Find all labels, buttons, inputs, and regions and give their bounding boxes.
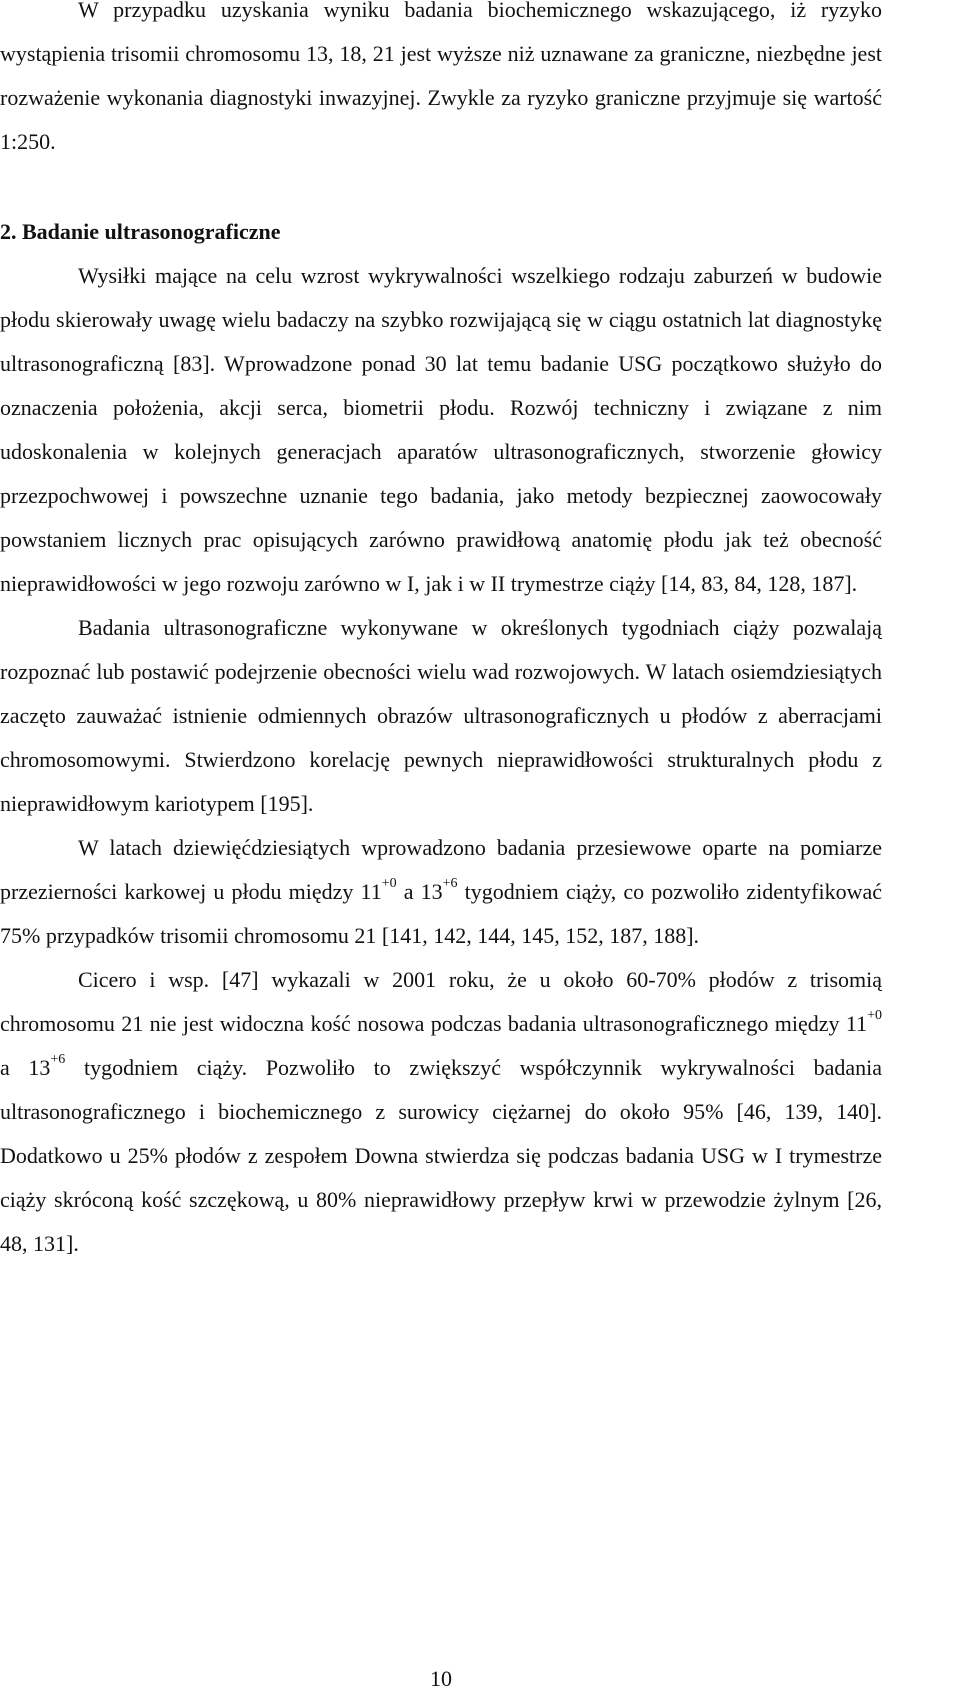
section-block (0, 210, 882, 1266)
paragraph-3-text-c: tygodniem ciąży, co pozwoliło zidentyfikować 75% przypadków trisomii chromosomu 21 [141, 142, 144, 145, 152, 187, 188]. (0, 879, 882, 948)
paragraph-4-text-b: a 13 (0, 1055, 51, 1080)
paragraph-4-text-a: Cicero i wsp. [47] wykazali w 2001 roku, że u około 60-70% płodów z trisomią chromosomu 21 nie jest widoczna kość nosowa podczas badania ultrasonograficznego między 11 (0, 967, 882, 1036)
paragraph-4 (0, 958, 882, 1266)
paragraph-2: Badania ultrasonograficzne wykonywane w określonych tygodniach ciąży pozwalają rozpoznać lub postawić podejrzenie obecności wielu wad rozwojowych. W latach osiemdziesiątych zaczęto zauważać istnienie odmiennych obrazów ultrasonograficznych u płodów z aberracjami chromosomowymi. Stwierdzono korelację pewnych nieprawidłowości strukturalnych płodu z nieprawidłowym kariotypem [195]. (0, 615, 882, 816)
superscript: +0 (867, 1008, 882, 1023)
superscript: +6 (50, 1052, 66, 1067)
paragraph-3 (0, 826, 882, 958)
superscript: +0 (381, 876, 397, 891)
page-number: 10 (430, 1666, 452, 1691)
paragraph-1: Wysiłki mające na celu wzrost wykrywalności wszelkiego rodzaju zaburzeń w budowie płodu skierowały uwagę wielu badaczy na szybko rozwijającą się w ciągu ostatnich lat diagnostykę ultrasonograficzną [83]. Wprowadzone ponad 30 lat temu badanie USG początkowo służyło do oznaczenia położenia, akcji serca, biometrii płodu. Rozwój techniczny i związane z nim udoskonalenia w kolejnych generacjach aparatów ultrasonograficznych, stworzenie głowicy przezpochwowej i powszechne uznanie tego badania, jako metody bezpiecznej zaowocowały powstaniem licznych prac opisujących zarówno prawidłową anatomię płodu jak też obecność nieprawidłowości w jego rozwoju zarówno w I, jak i w II trymestrze ciąży [14, 83, 84, 128, 187]. (0, 263, 882, 596)
intro-block (0, 0, 882, 164)
paragraph-3-text-a: W latach dziewięćdziesiątych wprowadzono badania przesiewowe oparte na pomiarze przezierności karkowej u płodu między 11 (0, 835, 882, 904)
section-heading: 2. Badanie ultrasonograficzne (0, 219, 281, 244)
intro-paragraph: W przypadku uzyskania wyniku badania biochemicznego wskazującego, iż ryzyko wystąpienia trisomii chromosomu 13, 18, 21 jest wyższe niż uznawane za graniczne, niezbędne jest rozważenie wykonania diagnostyki inwazyjnej. Zwykle za ryzyko graniczne przyjmuje się wartość 1:250. (0, 0, 882, 154)
superscript: +6 (442, 876, 458, 891)
paragraph-4-text-c: tygodniem ciąży. Pozwoliło to zwiększyć współczynnik wykrywalności badania ultrasonograficznego i biochemicznego z surowicy ciężarnej do około 95% [46, 139, 140]. Dodatkowo u 25% płodów z zespołem Downa stwierdza się podczas badania USG w I trymestrze ciąży skróconą kość szczękową, u 80% nieprawidłowy przepływ krwi w przewodzie żylnym [26, 48, 131]. (0, 1055, 882, 1256)
paragraph-3-text-b: a 13 (396, 879, 443, 904)
